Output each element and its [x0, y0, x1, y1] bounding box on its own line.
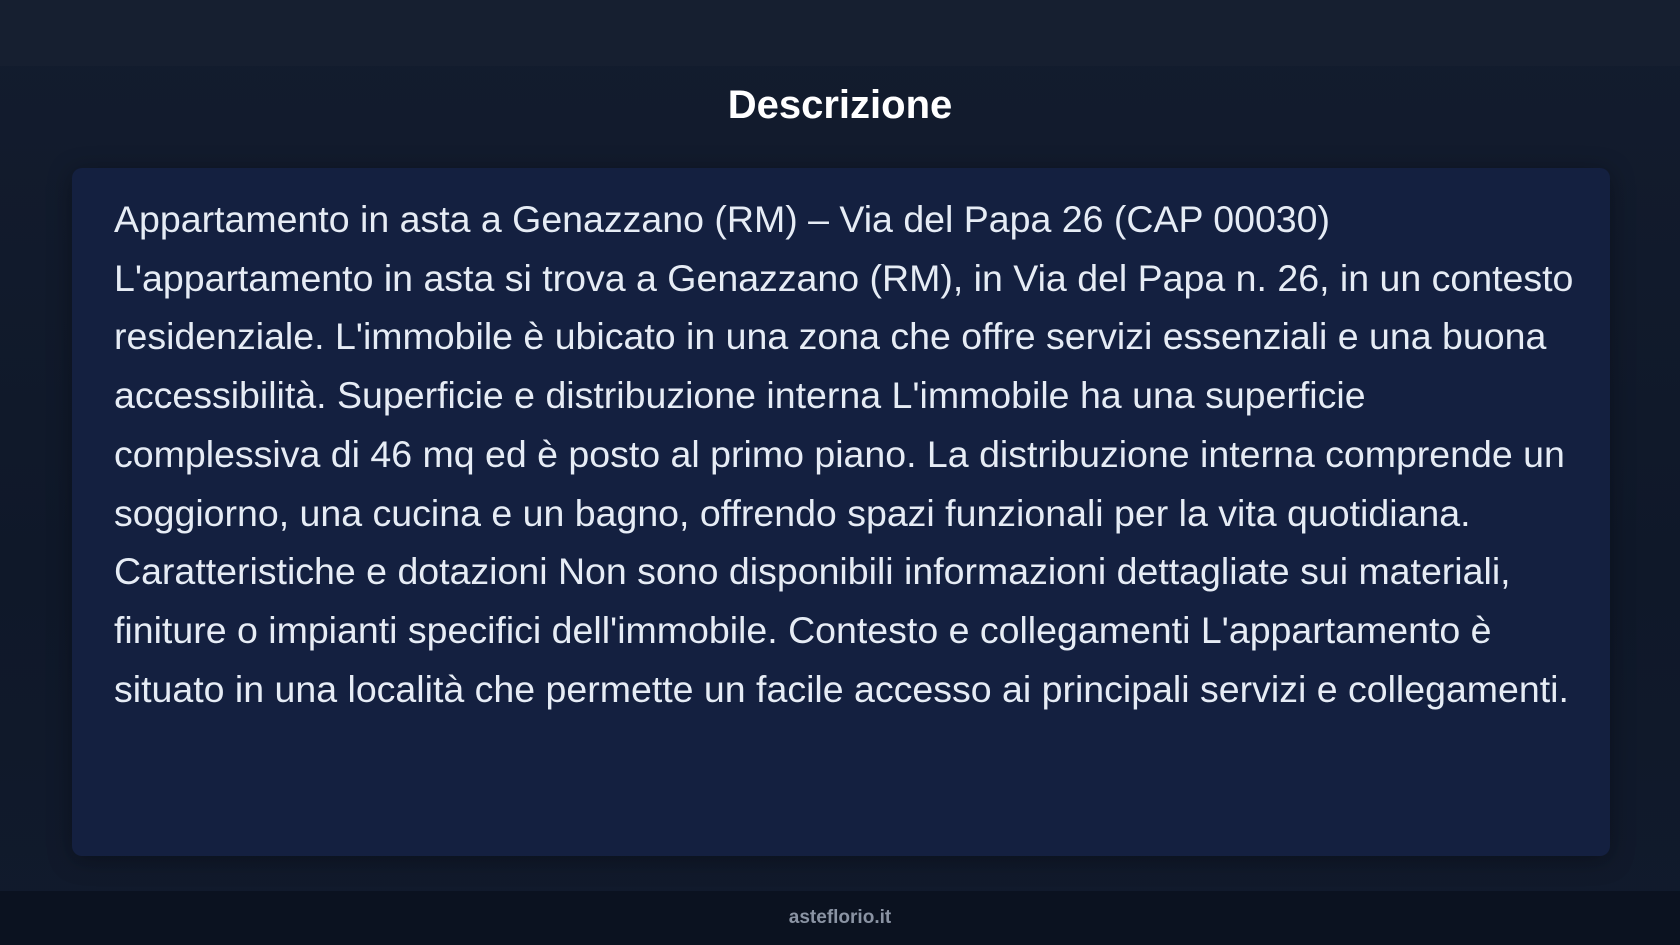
- page-title: Descrizione: [727, 83, 953, 127]
- top-band: [0, 0, 1680, 66]
- footer: [0, 891, 1680, 945]
- description-text: Appartamento in asta a Genazzano (RM) – Via del Papa 26 (CAP 00030) L'appartamento in asta si trova a Genazzano (RM), in Via del Papa n. 26, in un contesto residenziale. L'immobile è ubicato in una zona che offre servizi essenziali e una buona accessibilità. Superficie e distribuzione interna L'immobile ha una superficie complessiva di 46 mq ed è posto al primo piano. La distribuzione interna comprende un soggiorno, una cucina e un bagno, offrendo spazi funzionali per la vita quotidiana. Caratteristiche e dotazioni Non sono disponibili informazioni dettagliate sui materiali, finiture o impianti specifici dell'immobile. Contesto e collegamenti L'appartamento è situato in una località che permette un facile accesso ai principali servizi e collegamenti.: [114, 198, 1574, 710]
- footer-site-link[interactable]: asteflorio.it: [788, 907, 892, 928]
- description-card: [72, 168, 1610, 856]
